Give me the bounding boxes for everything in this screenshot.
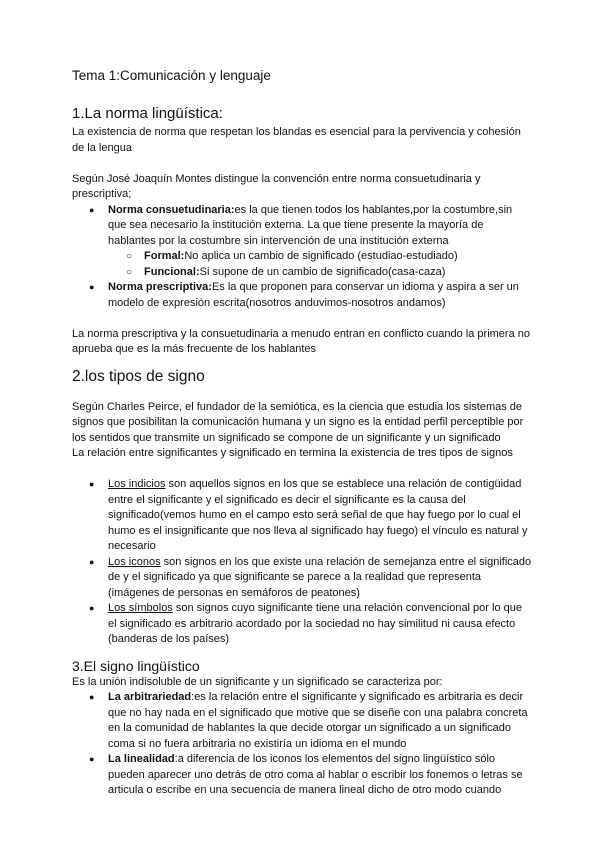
term-simbolos: Los símbolos [108,602,173,614]
spacer [72,648,532,656]
list-item-simbolos [72,601,532,648]
term-prescriptiva: Norma prescriptiva: [108,281,212,293]
text-simbolos: son signos cuyo significante tiene una relación convencional por lo que el significado es arbitrario acordado por la sociedad no hay similitud ni causa efecto (banderas de los países) [108,602,522,645]
spacer [72,311,532,327]
term-linealidad: La linealidad [108,753,175,765]
montes-paragraph: Según José Joaquín Montes distingue la convención entre norma consuetudinaria y prescriptiva; [72,172,481,200]
peirce-paragraph: Según Charles Peirce, el fundador de la semiótica, es la ciencia que estudia los sistemas de signos que posibilitan la comunicación humana y un signo es la entidad perfil perceptible por los sentidos que transmite un significado se compone de un significante y un significado [72,400,524,444]
list-item-indicios [72,477,532,555]
list-item-funcional [72,265,532,281]
conflict-paragraph: La norma prescriptiva y la consuetudinaria a menudo entran en conflicto cuando la primera no aprueba que es la más frecuente de los hablantes [72,327,530,355]
list-item-linealidad [72,752,532,799]
sub-list [108,249,532,280]
section-2-heading: 2.los tipos de signo [72,367,205,385]
spacer [72,156,532,172]
section-tipos-signo [72,368,532,648]
text-arbitrariedad: :es la relación entre el significante y significado es arbitraria es decir que no hay nada en el significado que motive que se diseñe con una palabra concreta en la comunidad de hablantes la que decide otorgar un significado a un significado coma si no fuera arbitraria no existiría un idioma en el mundo [108,691,528,750]
spacer [72,462,532,478]
text-indicios: son aquellos signos en los que se establece una relación de contigüidad entre el significante y el significado es decir el significante es la causa del significado(vemos humo en el campo esto será señal de que hay fuego por lo cual el humo es el insignificante que nos lleva al significado hay fuego) el vínculo es natural y necesario [108,478,528,552]
text-consuetudinaria: es la que tienen todos los hablantes,por la costumbre,sin que sea necesario la institución externa. La que tiene presente la mayoría de hablantes por la costumbre sin intervención de una institución externa [108,203,513,247]
document-title: Tema 1:Comunicación y lenguaje [72,68,271,83]
text-formal: No aplica un cambio de significado (estudiao-estudiado) [184,250,458,262]
document-content [72,68,532,799]
text-funcional: Si supone de un cambio de significado(casa-caza) [199,265,446,278]
term-consuetudinaria: Norma consuetudinaria: [108,203,235,216]
caracteristicas-list [72,690,532,799]
section-norma [72,105,532,358]
text-iconos: son signos en los que existe una relación de semejanza entre el significado de y el significado ya que significante se parece a la realidad que representa (imágenes de personas en semáforos de peatones) [108,555,532,599]
term-arbitrariedad: La arbitrariedad [108,691,192,703]
list-item-arbitrariedad [72,690,532,752]
section-1-intro: La existencia de norma que respetan los blandas es esencial para la pervivencia y cohesión de la lengua [72,126,521,154]
section-3-intro: Es la unión indisoluble de un significante y un significado se caracteriza por: [72,675,443,688]
relacion-paragraph: La relación entre significantes y significado en termina la existencia de tres tipos de signos [72,447,513,459]
term-iconos: Los iconos [108,555,161,568]
term-funcional: Funcional: [144,265,200,278]
text-prescriptiva: Es la que proponen para conservar un idioma y aspira a ser un modelo de expresión escrita(nosotros anduvimos-nosotros andamos) [108,281,519,309]
list-item-iconos [72,555,532,602]
section-signo-linguistico [72,648,532,799]
term-indicios: Los indicios [108,478,166,490]
list-item-prescriptiva [72,280,532,311]
norma-list [72,203,532,312]
section-3-heading: 3.El signo lingüístico [72,657,200,674]
section-1-heading: 1.La norma lingüística: [72,105,223,122]
text-linealidad: :a diferencia de los iconos los elementos del signo lingüístico sólo pueden aparecer uno detrás de otro coma al hablar o escribir los fonemos o letras se articula o escribe en una secuencia de manera lineal dicho de otro modo cuando [108,753,523,796]
list-item-formal [72,249,532,265]
tipos-list [72,477,532,648]
term-formal: Formal: [144,250,185,262]
list-item-consuetudinaria [72,203,532,281]
